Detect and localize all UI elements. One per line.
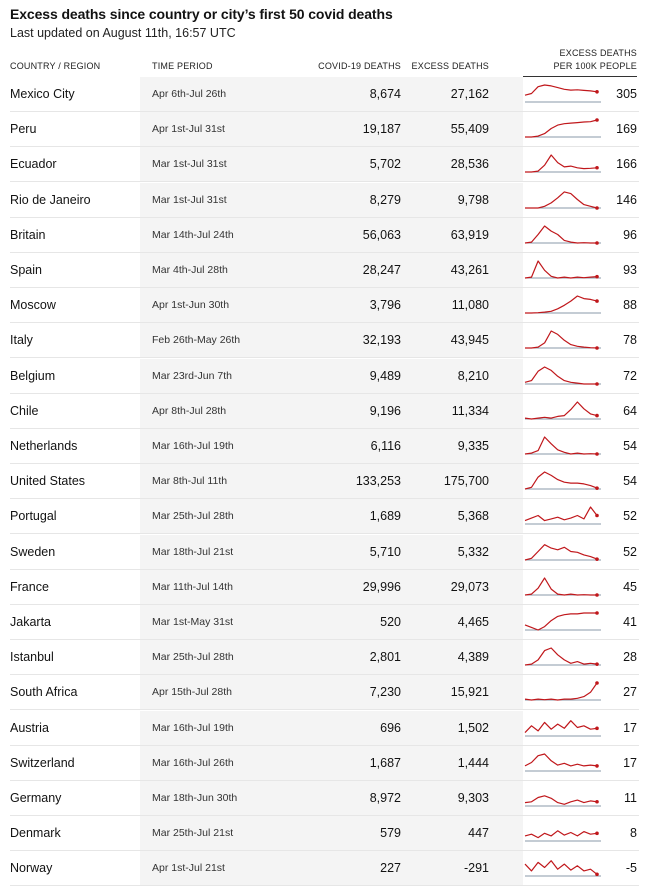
table-row [0, 464, 649, 499]
sparkline-series [525, 683, 597, 700]
covid-deaths-value: 19,187 [362, 122, 401, 137]
sparkline-end-point [595, 241, 599, 245]
excess-deaths-value: 28,536 [450, 157, 489, 172]
time-period: Apr 1st-Jul 21st [152, 862, 225, 875]
excess-per-100k-value: 28 [623, 650, 637, 665]
region-name: Norway [10, 861, 53, 876]
region-name: Britain [10, 227, 46, 242]
sparkline-series [525, 120, 597, 137]
sparkline-end-point [595, 514, 599, 518]
region-name: Austria [10, 720, 49, 735]
region-name: Portugal [10, 509, 57, 524]
covid-deaths-value: 227 [380, 861, 401, 876]
time-period: Mar 18th-Jun 30th [152, 792, 238, 804]
table-row [0, 394, 649, 429]
region-name: France [10, 579, 49, 594]
covid-deaths-value: 6,116 [370, 439, 401, 453]
excess-per-100k-value: 146 [616, 192, 637, 207]
sparkline [523, 538, 603, 566]
sparkline-series [525, 507, 597, 521]
excess-per-100k-value: 96 [623, 227, 637, 242]
excess-deaths-value: 11,334 [451, 403, 489, 418]
table-row [0, 429, 649, 464]
table-row [0, 77, 649, 112]
header-per100k-line2: PER 100K PEOPLE [553, 61, 637, 71]
sparkline-series [525, 226, 597, 243]
last-updated-text: Last updated on August 11th, 16:57 UTC [10, 26, 236, 40]
sparkline [523, 573, 603, 601]
excess-per-100k-value: 166 [616, 157, 637, 172]
excess-deaths-value: 29,073 [450, 579, 489, 594]
sparkline-series [525, 648, 597, 665]
sparkline [523, 784, 603, 812]
sparkline-end-point [595, 832, 599, 836]
covid-deaths-value: 520 [380, 615, 401, 629]
sparkline-series [525, 155, 597, 172]
excess-per-100k-value: 78 [623, 333, 637, 348]
sparkline-series [525, 831, 597, 838]
excess-per-100k-value: -5 [625, 861, 637, 876]
sparkline [523, 432, 603, 460]
sparkline [523, 115, 603, 143]
table-row [0, 535, 649, 570]
sparkline-series [525, 613, 597, 630]
sparkline-end-point [595, 663, 599, 667]
time-period: Apr 1st-Jun 30th [152, 299, 230, 312]
time-period: Mar 11th-Jul 14th [152, 580, 233, 593]
sparkline-series [525, 261, 597, 278]
covid-deaths-value: 133,253 [355, 474, 401, 489]
time-period: Mar 16th-Jul 19th [152, 721, 234, 734]
excess-deaths-value: 175,700 [443, 474, 489, 489]
excess-per-100k-value: 27 [623, 685, 637, 700]
time-period: Apr 1st-Jul 31st [152, 123, 225, 136]
region-name: United States [10, 474, 86, 489]
sparkline-end-point [595, 611, 599, 615]
excess-deaths-value: 43,945 [450, 333, 489, 348]
time-period: Feb 26th-May 26th [152, 334, 241, 347]
sparkline-series [525, 861, 597, 875]
covid-deaths-value: 5,710 [369, 544, 401, 559]
excess-deaths-value: -291 [463, 861, 489, 876]
region-name: Netherlands [10, 439, 78, 453]
table-row [0, 112, 649, 147]
sparkline-end-point [595, 414, 599, 418]
covid-deaths-value: 9,489 [369, 368, 401, 383]
region-name: Mexico City [10, 87, 75, 101]
covid-deaths-value: 1,689 [369, 509, 401, 524]
region-name: Moscow [10, 298, 56, 313]
sparkline [523, 643, 603, 671]
sparkline-series [525, 578, 597, 595]
header-covid-deaths: COVID-19 DEATHS [318, 61, 401, 71]
sparkline-end-point [595, 118, 599, 122]
excess-deaths-value: 4,465 [457, 615, 489, 629]
covid-deaths-value: 3,796 [369, 298, 401, 313]
time-period: Apr 8th-Jul 28th [152, 404, 227, 417]
covid-deaths-value: 696 [380, 720, 401, 735]
header-per100k-line1: EXCESS DEATHS [559, 48, 637, 58]
excess-per-100k-value: 72 [623, 368, 637, 383]
excess-deaths-value: 5,332 [457, 544, 489, 559]
sparkline-end-point [595, 90, 599, 94]
sparkline [523, 678, 603, 706]
time-period: Mar 8th-Jul 11th [152, 475, 228, 488]
sparkline-end-point [595, 557, 599, 561]
excess-per-100k-value: 305 [616, 87, 637, 101]
time-period: Mar 25th-Jul 21st [152, 827, 234, 840]
sparkline [523, 326, 603, 354]
excess-per-100k-value: 54 [623, 439, 637, 453]
sparkline-end-point [595, 593, 599, 597]
sparkline [523, 397, 603, 425]
time-period: Mar 14th-Jul 24th [152, 228, 234, 241]
page-title: Excess deaths since country or city’s first 50 covid deaths [10, 6, 393, 22]
excess-deaths-value: 63,919 [450, 227, 489, 242]
region-name: Istanbul [10, 650, 54, 665]
time-period: Mar 23rd-Jun 7th [152, 369, 232, 382]
table-row [0, 570, 649, 605]
excess-per-100k-value: 41 [623, 615, 637, 629]
covid-deaths-value: 5,702 [369, 157, 401, 172]
region-name: Peru [10, 122, 37, 137]
table-row [0, 499, 649, 534]
time-period: Mar 1st-May 31st [152, 616, 234, 628]
table-row [0, 183, 649, 218]
sparkline [523, 291, 603, 319]
sparkline-series [525, 85, 597, 95]
sparkline [523, 186, 603, 214]
time-period: Apr 6th-Jul 26th [152, 88, 227, 100]
excess-deaths-value: 9,303 [457, 791, 489, 805]
covid-deaths-value: 579 [380, 826, 401, 841]
region-name: Belgium [10, 368, 56, 383]
table-row [0, 851, 649, 886]
sparkline-series [525, 437, 597, 454]
sparkline-end-point [595, 452, 599, 456]
excess-per-100k-value: 8 [630, 826, 637, 841]
sparkline-end-point [595, 873, 599, 877]
sparkline [523, 256, 603, 284]
time-period: Mar 18th-Jul 21st [152, 545, 234, 558]
excess-deaths-value: 9,798 [457, 192, 489, 207]
time-period: Mar 1st-Jul 31st [152, 158, 227, 171]
table-row [0, 781, 649, 816]
table-row [0, 218, 649, 253]
sparkline [523, 80, 603, 108]
region-name: Germany [10, 791, 62, 805]
covid-deaths-value: 1,687 [369, 755, 401, 770]
table-row [0, 359, 649, 394]
excess-deaths-value: 15,921 [450, 685, 489, 700]
table-row [0, 711, 649, 746]
excess-per-100k-value: 169 [616, 122, 637, 137]
sparkline [523, 714, 603, 742]
region-name: Italy [10, 333, 33, 348]
table-row [0, 323, 649, 358]
sparkline-end-point [595, 299, 599, 303]
sparkline-end-point [595, 166, 599, 170]
sparkline-end-point [595, 800, 599, 804]
excess-per-100k-value: 54 [623, 474, 637, 489]
sparkline-series [525, 331, 597, 348]
excess-per-100k-value: 11 [624, 791, 637, 805]
region-name: Chile [10, 403, 39, 418]
region-name: Denmark [10, 826, 61, 841]
sparkline [523, 150, 603, 178]
header-region: COUNTRY / REGION [10, 61, 101, 71]
covid-deaths-value: 8,279 [369, 192, 401, 207]
table-row [0, 288, 649, 323]
excess-per-100k-value: 52 [623, 509, 637, 524]
region-name: Ecuador [10, 157, 57, 172]
sparkline [523, 221, 603, 249]
table-row [0, 746, 649, 781]
excess-per-100k-value: 45 [623, 579, 637, 594]
sparkline [523, 502, 603, 530]
excess-per-100k-value: 52 [623, 544, 637, 559]
sparkline-end-point [595, 347, 599, 351]
time-period: Mar 25th-Jul 28th [152, 510, 234, 523]
sparkline [523, 819, 603, 847]
covid-deaths-value: 28,247 [362, 263, 401, 277]
sparkline-series [525, 296, 597, 313]
excess-deaths-value: 1,502 [457, 720, 489, 735]
time-period: Mar 25th-Jul 28th [152, 651, 234, 664]
excess-deaths-value: 5,368 [457, 509, 489, 524]
sparkline-series [525, 796, 597, 805]
sparkline [523, 362, 603, 390]
excess-deaths-value: 9,335 [457, 439, 489, 453]
covid-deaths-value: 7,230 [369, 685, 401, 700]
header-period: TIME PERIOD [152, 61, 213, 71]
covid-deaths-value: 9,196 [369, 403, 401, 418]
sparkline [523, 608, 603, 636]
region-name: Switzerland [10, 755, 75, 770]
header-excess-deaths: EXCESS DEATHS [411, 61, 489, 71]
sparkline-end-point [595, 682, 599, 686]
time-period: Mar 16th-Jul 19th [152, 440, 234, 452]
sparkline-series [525, 720, 597, 732]
excess-deaths-value: 43,261 [450, 263, 489, 277]
sparkline-end-point [595, 726, 599, 730]
sparkline [523, 467, 603, 495]
region-name: Jakarta [10, 615, 51, 629]
sparkline-series [525, 402, 597, 419]
table-row [0, 816, 649, 851]
table-row [0, 147, 649, 182]
region-name: Rio de Janeiro [10, 192, 91, 207]
sparkline-series [525, 191, 597, 207]
excess-deaths-value: 1,444 [457, 755, 489, 770]
sparkline-series [525, 754, 597, 766]
sparkline [523, 854, 603, 882]
excess-per-100k-value: 17 [623, 720, 637, 735]
covid-deaths-value: 29,996 [362, 579, 401, 594]
region-name: South Africa [10, 685, 78, 700]
table-row [0, 675, 649, 710]
time-period: Mar 1st-Jul 31st [152, 193, 227, 206]
sparkline-series [525, 472, 597, 489]
excess-per-100k-value: 93 [623, 263, 637, 277]
sparkline-end-point [595, 382, 599, 386]
table-row [0, 605, 649, 640]
time-period: Apr 15th-Jul 28th [152, 686, 232, 699]
covid-deaths-value: 32,193 [362, 333, 401, 348]
covid-deaths-value: 2,801 [369, 650, 401, 665]
region-name: Sweden [10, 544, 56, 559]
sparkline-end-point [595, 206, 599, 210]
covid-deaths-value: 56,063 [362, 227, 401, 242]
sparkline-series [525, 544, 597, 559]
sparkline-end-point [595, 487, 599, 491]
time-period: Mar 16th-Jul 26th [152, 756, 234, 769]
table-row [0, 253, 649, 288]
sparkline-end-point [595, 764, 599, 768]
covid-deaths-value: 8,674 [369, 87, 401, 101]
excess-deaths-value: 11,080 [451, 298, 489, 313]
excess-deaths-value: 27,162 [450, 87, 489, 101]
excess-deaths-value: 4,389 [457, 650, 489, 665]
excess-per-100k-value: 88 [623, 298, 637, 313]
sparkline [523, 749, 603, 777]
excess-per-100k-value: 17 [623, 755, 637, 770]
excess-deaths-value: 8,210 [457, 368, 489, 383]
excess-per-100k-value: 64 [623, 403, 637, 418]
sparkline-series [525, 367, 597, 384]
covid-deaths-value: 8,972 [369, 791, 401, 805]
excess-deaths-value: 447 [468, 826, 489, 841]
region-name: Spain [10, 263, 42, 277]
excess-deaths-value: 55,409 [450, 122, 489, 137]
time-period: Mar 4th-Jul 28th [152, 264, 228, 276]
table-row [0, 640, 649, 675]
sparkline-end-point [595, 275, 599, 279]
